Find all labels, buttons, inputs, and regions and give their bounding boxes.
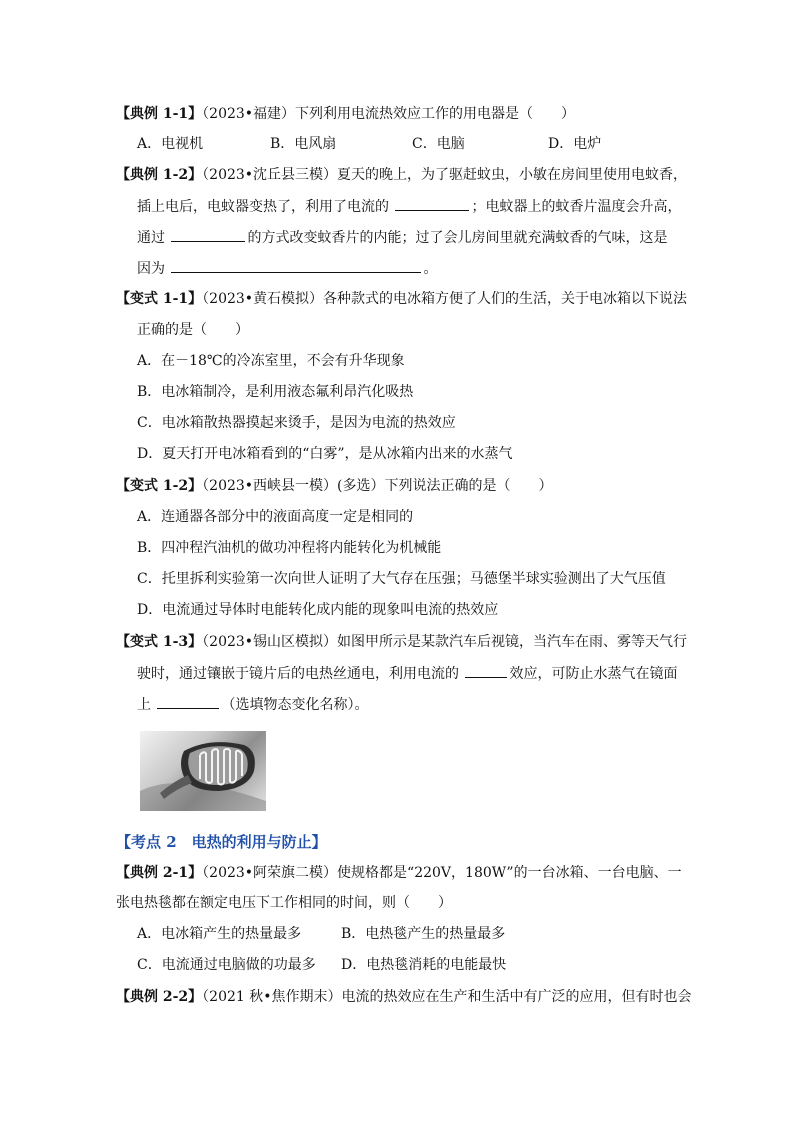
question-tag: 【典例 1-1】 bbox=[116, 106, 203, 122]
question-2-1-line-1 bbox=[116, 863, 682, 883]
question-tag: 【变式 1-2】 bbox=[116, 478, 203, 494]
option-c[interactable]: C．电冰箱散热器摸起来烫手，是因为电流的热效应 bbox=[137, 415, 456, 431]
answer-blank[interactable] bbox=[465, 663, 507, 678]
variant-1-1-line-1 bbox=[116, 289, 687, 309]
variant-1-2-stem bbox=[116, 476, 553, 496]
question-text: 的方式改变蚊香片的内能；过了会儿房间里就充满蚊香的气味，这是 bbox=[247, 230, 668, 246]
question-text: （选填物态变化名称）。 bbox=[221, 697, 369, 713]
question-text: 通过 bbox=[137, 230, 170, 246]
option-c[interactable]: C．托里拆利实验第一次向世人证明了大气存在压强；马德堡半球实验测出了大气压值 bbox=[137, 571, 666, 587]
option-b[interactable]: B．电热毯产生的热量最多 bbox=[341, 926, 506, 942]
car-side-mirror-image bbox=[140, 731, 266, 811]
question-1-1-options bbox=[137, 134, 601, 154]
section-heading: 【考点 2 电热的利用与防止】 bbox=[116, 833, 327, 851]
question-tag: 【变式 1-1】 bbox=[116, 291, 203, 307]
option-c[interactable]: C．电脑 bbox=[412, 136, 465, 152]
question-text: （2023•沈丘县三模）夏天的晚上，为了驱赶蚊虫，小敏在房间里使用电蚊香， bbox=[202, 167, 688, 183]
question-tag: 【典例 2-2】 bbox=[116, 989, 203, 1005]
question-2-1-line-2: 张电热毯都在额定电压下工作相同的时间，则（ ） bbox=[116, 895, 452, 911]
question-1-2-line-2 bbox=[137, 196, 681, 217]
option-a[interactable]: A．在－18℃的冷冻室里，不会有升华现象 bbox=[137, 353, 405, 369]
option-c[interactable]: C．电流通过电脑做的功最多 bbox=[137, 957, 316, 973]
answer-blank[interactable] bbox=[395, 196, 469, 211]
question-text: （2023•锡山区模拟）如图甲所示是某款汽车后视镜，当汽车在雨、雾等天气行 bbox=[202, 634, 688, 650]
question-tag: 【典例 2-1】 bbox=[116, 865, 203, 881]
option-b[interactable]: B．电风扇 bbox=[270, 136, 337, 152]
variant-1-1-line-2: 正确的是（ ） bbox=[137, 322, 249, 338]
question-1-2-line-1 bbox=[116, 165, 687, 185]
question-1-1-stem bbox=[116, 104, 575, 124]
question-tag: 【典例 1-2】 bbox=[116, 167, 203, 183]
option-a[interactable]: A．连通器各部分中的液面高度一定是相同的 bbox=[137, 509, 414, 525]
question-text: 上 bbox=[137, 697, 156, 713]
question-text: 。 bbox=[423, 261, 438, 277]
question-text: 效应，可防止水蒸气在镜面 bbox=[509, 666, 678, 682]
question-text: （2023•黄石模拟）各种款式的电冰箱方便了人们的生活，关于电冰箱以下说法 bbox=[202, 291, 688, 307]
question-text: 插上电后，电蚊器变热了，利用了电流的 bbox=[137, 199, 394, 215]
question-2-1-options-row-2 bbox=[137, 955, 506, 975]
answer-blank[interactable] bbox=[171, 258, 421, 273]
option-b[interactable]: B．四冲程汽油机的做功冲程将内能转化为机械能 bbox=[137, 540, 442, 556]
question-1-2-line-4 bbox=[137, 258, 437, 279]
question-text: 驶时，通过镶嵌于镜片后的电热丝通电，利用电流的 bbox=[137, 666, 464, 682]
option-d[interactable]: D．电热毯消耗的电能最快 bbox=[341, 957, 507, 973]
question-text: （2023•福建）下列利用电流热效应工作的用电器是（ ） bbox=[202, 106, 576, 122]
variant-1-3-line-2 bbox=[137, 663, 677, 684]
option-a[interactable]: A．电冰箱产生的热量最多 bbox=[137, 926, 302, 942]
question-text: 因为 bbox=[137, 261, 170, 277]
question-text: （2023•西峡县一模）(多选）下列说法正确的是（ ） bbox=[202, 478, 553, 494]
answer-blank[interactable] bbox=[171, 227, 245, 242]
question-text: （2021 秋•焦作期末）电流的热效应在生产和生活中有广泛的应用，但有时也会 bbox=[202, 989, 692, 1005]
answer-blank[interactable] bbox=[157, 694, 219, 709]
question-2-2-line-1 bbox=[116, 987, 692, 1007]
option-d[interactable]: D．电炉 bbox=[548, 136, 602, 152]
mirror-illustration bbox=[140, 731, 266, 811]
question-text: （2023•阿荣旗二模）使规格都是“220V，180W”的一台冰箱、一台电脑、一 bbox=[202, 865, 682, 881]
question-text: ；电蚊器上的蚊香片温度会升高， bbox=[471, 199, 682, 215]
question-2-1-options-row-1 bbox=[137, 924, 505, 944]
question-tag: 【变式 1-3】 bbox=[116, 634, 203, 650]
variant-1-3-line-1 bbox=[116, 632, 687, 652]
option-d[interactable]: D．电流通过导体时电能转化成内能的现象叫电流的热效应 bbox=[137, 602, 499, 618]
question-1-2-line-3 bbox=[137, 227, 667, 248]
option-a[interactable]: A．电视机 bbox=[137, 136, 204, 152]
option-b[interactable]: B．电冰箱制冷，是利用液态氟利昂汽化吸热 bbox=[137, 384, 414, 400]
variant-1-3-line-3 bbox=[137, 694, 368, 715]
option-d[interactable]: D．夏天打开电冰箱看到的“白雾”，是从冰箱内出来的水蒸气 bbox=[137, 446, 513, 462]
